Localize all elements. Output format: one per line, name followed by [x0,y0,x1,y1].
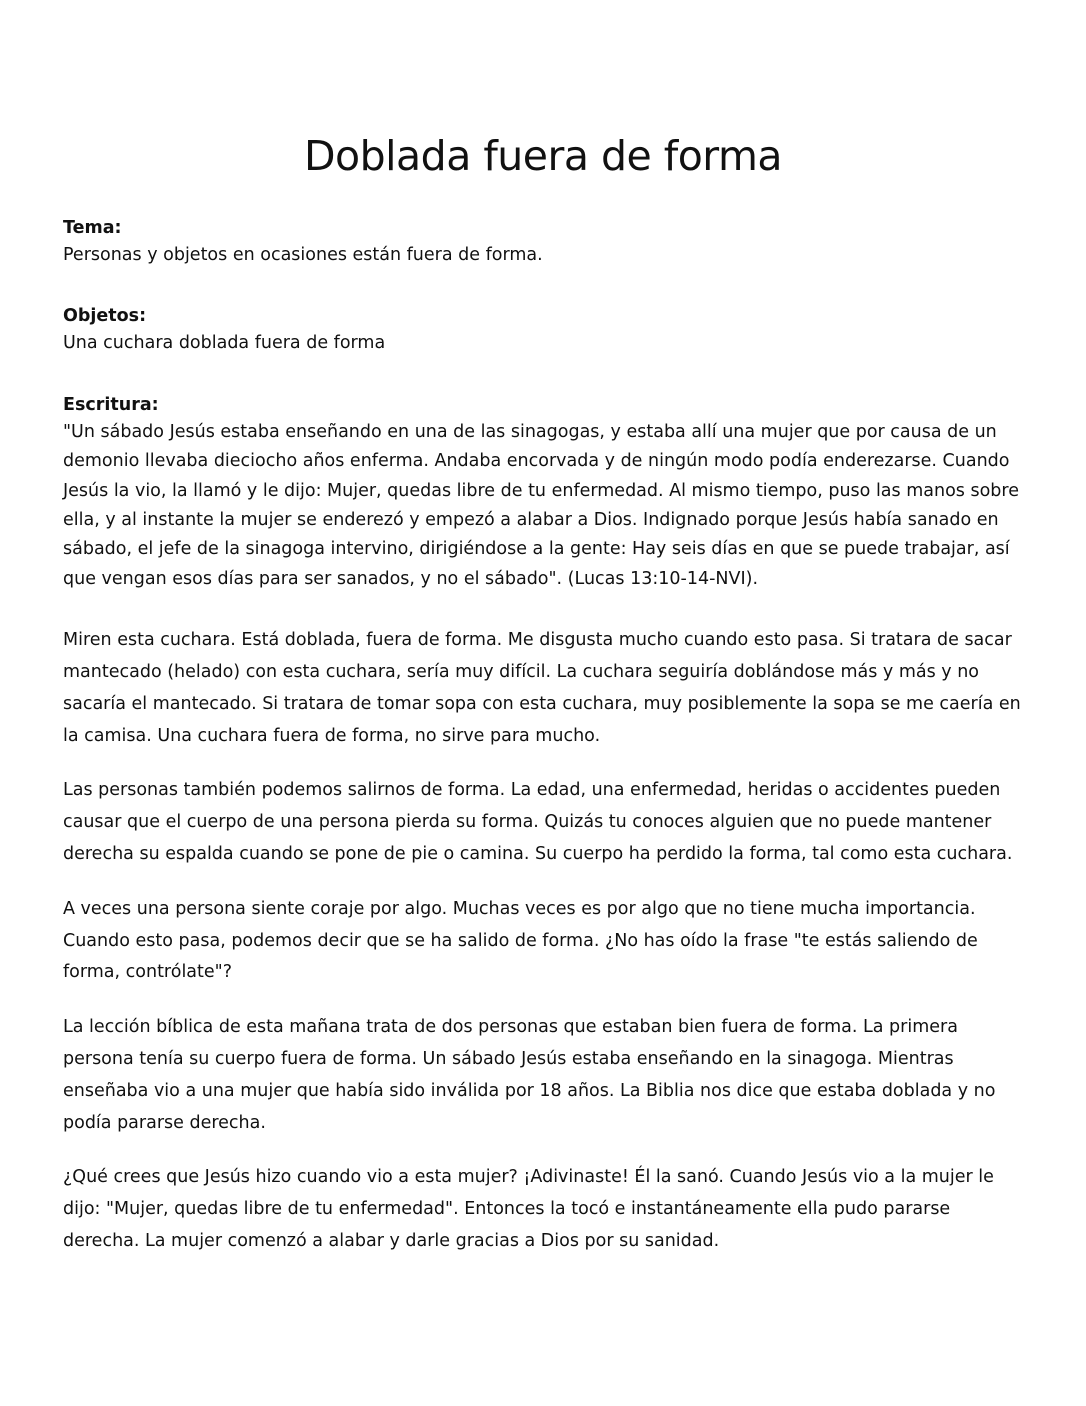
section-label-objetos: Objetos: [63,306,147,327]
section-label-tema: Tema: [63,218,122,238]
body-paragraph: Miren esta cuchara. Está doblada, fuera de forma. Me disgusta mucho cuando esto pasa. Si tratara de sacar mantecado (helado) con esta cuchara, sería muy difícil. La cuchara seguiría doblándose más y más y no sacaría el mantecado. Si tratara de tomar sopa con esta cuchara, muy posiblemente la sopa se me caería en la camisa. Una cuchara fuera de forma, no sirve para mucho. [63,630,1021,746]
section-escritura [63,392,1028,594]
document-title: Doblada fuera de forma [303,132,783,180]
section-label-escritura: Escritura: [63,394,159,415]
document-body [63,215,1028,1258]
body-paragraph: La lección bíblica de esta mañana trata de dos personas que estaban bien fuera de forma. La primera persona tenía su cuerpo fuera de forma. Un sábado Jesús estaba enseñando en la sinagoga. Mientras enseñaba vio a una mujer que había sido inválida por 18 años. La Biblia nos dice que estaba doblada y no podía pararse derecha. [63,1017,996,1133]
section-text-tema: Personas y objetos en ocasiones están fuera de forma. [63,245,543,265]
section-text-objetos: Una cuchara doblada fuera de forma [63,333,386,354]
section-objetos [63,303,1028,358]
body-paragraph: Las personas también podemos salirnos de forma. La edad, una enfermedad, heridas o accidentes pueden causar que el cuerpo de una persona pierda su forma. Quizás tu conoces alguien que no puede mantener derecha su espalda cuando se pone de pie o camina. Su cuerpo ha perdido la forma, tal como esta cuchara. [63,780,1013,865]
section-text-escritura: "Un sábado Jesús estaba enseñando en una de las sinagogas, y estaba allí una mujer que por causa de un demonio llevaba dieciocho años enferma. Andaba encorvada y de ningún modo podía enderezarse. Cuando Jesús la vio, la llamó y le dijo: Mujer, quedas libre de tu enfermedad. Al mismo tiempo, puso las manos sobre ella, y al instante la mujer se enderezó y empezó a alabar a Dios. Indignado porque Jesús había sanado en sábado, el jefe de la sinagoga intervino, dirigiéndose a la gente: Hay seis días en que se puede trabajar, así que vengan esos días para ser sanados, y no el sábado". (Lucas 13:10-14-NVI). [63,421,1019,589]
body-paragraph: ¿Qué crees que Jesús hizo cuando vio a esta mujer? ¡Adivinaste! Él la sanó. Cuando Jesús vio a la mujer le dijo: "Mujer, quedas libre de tu enfermedad". Entonces la tocó e instantáneamente ella pudo pararse derecha. La mujer comenzó a alabar y darle gracias a Dios por su sanidad. [63,1167,994,1251]
section-tema [63,215,1028,270]
body-paragraph: A veces una persona siente coraje por algo. Muchas veces es por algo que no tiene mucha importancia. Cuando esto pasa, podemos decir que se ha salido de forma. ¿No has oído la frase "te estás saliendo de forma, contrólate"? [63,898,978,983]
